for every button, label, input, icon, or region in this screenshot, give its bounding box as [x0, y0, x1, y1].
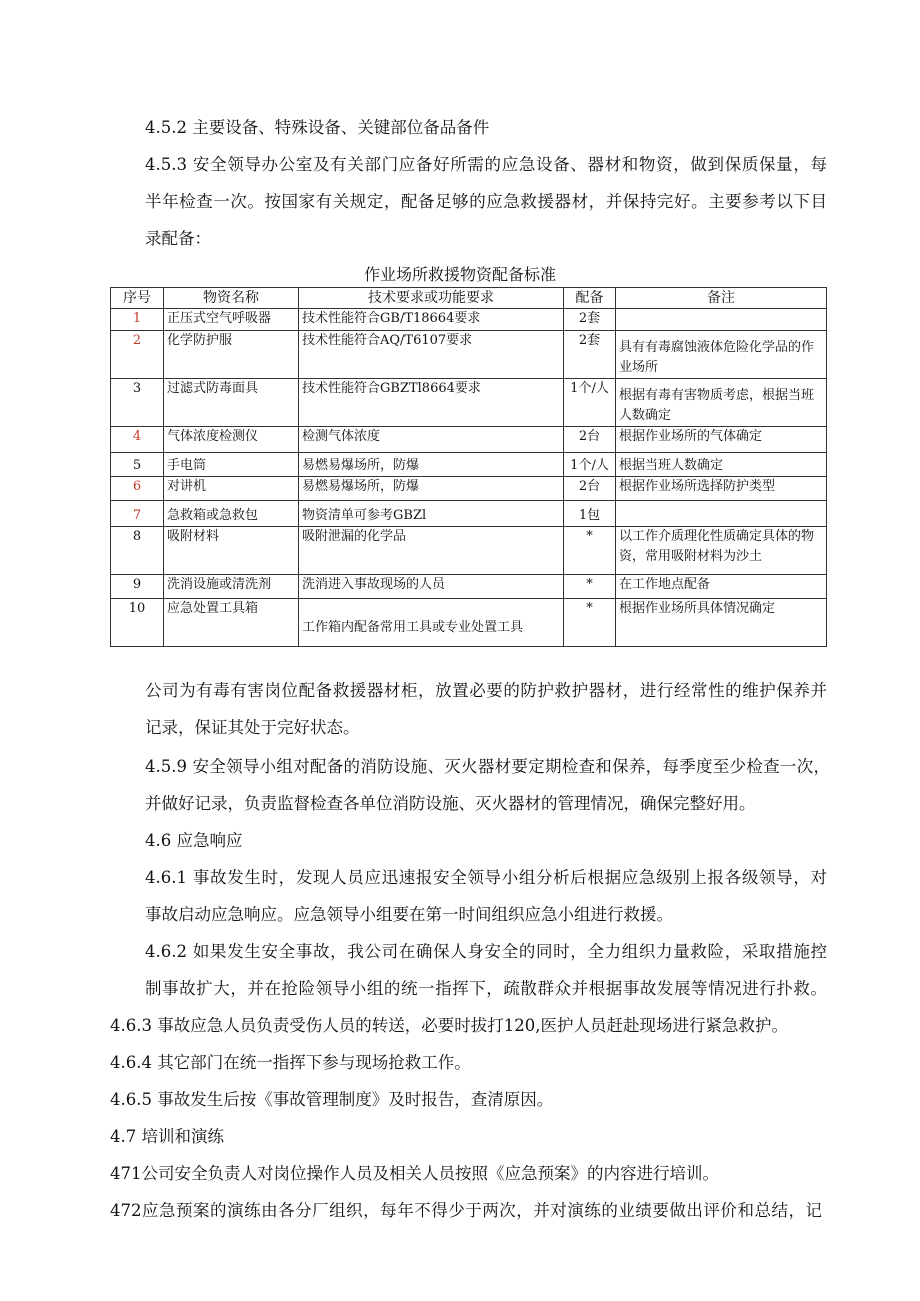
header-quantity: 配备	[564, 288, 616, 309]
row-note: 具有有毒腐蚀液体危险化学品的作业场所	[616, 331, 827, 379]
row-requirement: 技术性能符合AQ/T6107要求	[299, 331, 564, 379]
row-note: 在工作地点配备	[616, 575, 827, 599]
row-requirement: 技术性能符合GBZTl8664要求	[299, 379, 564, 427]
para-cabinet-line1: 公司为有毒有害岗位配备救援器材柜，放置必要的防护救护器材，进行经常性的维护保养并	[145, 681, 827, 700]
para-4-6-5: 4.6.5 事故发生后按《事故管理制度》及时报告，查清原因。	[110, 1090, 554, 1109]
row-note: 以工作介质理化性质确定具体的物资，常用吸附材料为沙土	[616, 527, 827, 575]
row-quantity: 2套	[564, 331, 616, 379]
row-no: 3	[111, 379, 164, 427]
row-quantity: 2台	[564, 427, 616, 453]
heading-4-7: 4.7 培训和演练	[110, 1127, 224, 1146]
row-requirement: 工作箱内配备常用工具或专业处置工具	[299, 599, 564, 647]
row-name: 急救箱或急救包	[164, 501, 299, 527]
table-row	[111, 427, 827, 453]
row-no: 4	[111, 427, 164, 453]
row-note: 根据有毒有害物质考虑，根据当班人数确定	[616, 379, 827, 427]
para-4-5-3-line3: 录配备：	[145, 229, 211, 248]
para-4-5-9-line2: 并做好记录，负责监督检查各单位消防设施、灭火器材的管理情况，确保完整好用。	[145, 794, 756, 813]
row-requirement: 物资清单可参考GBZl	[299, 501, 564, 527]
table-caption: 作业场所救援物资配备标准	[363, 265, 556, 284]
header-note: 备注	[616, 288, 827, 309]
row-no: 7	[111, 501, 164, 527]
row-name: 手电筒	[164, 453, 299, 477]
table-row	[111, 575, 827, 599]
row-note: 根据作业场所具体情况确定	[616, 599, 827, 647]
para-cabinet-line2: 记录，保证其处于完好状态。	[145, 718, 360, 737]
para-472: 472应急预案的演练由各分厂组织，每年不得少于两次，并对演练的业绩要做出评价和总结，记	[110, 1201, 822, 1220]
rescue-supplies-table	[110, 287, 827, 647]
para-4-6-1-line1: 4.6.1 事故发生时，发现人员应迅速报安全领导小组分析后根据应急级别上报各级领导，对	[145, 868, 827, 887]
row-no: 10	[111, 599, 164, 647]
header-name: 物资名称	[164, 288, 299, 309]
para-4-6-2-line2: 制事故扩大，并在抢险领导小组的统一指挥下，疏散群众并根据事故发展等情况进行扑救。	[145, 979, 827, 998]
row-quantity: *	[564, 575, 616, 599]
row-quantity: 1包	[564, 501, 616, 527]
row-quantity: 2套	[564, 309, 616, 331]
row-name: 化学防护服	[164, 331, 299, 379]
row-name: 过滤式防毒面具	[164, 379, 299, 427]
header-no: 序号	[111, 288, 164, 309]
para-4-5-3-line2: 半年检查一次。按国家有关规定，配备足够的应急救援器材，并保持完好。主要参考以下目	[145, 192, 827, 211]
para-4-5-3-line1: 4.5.3 安全领导办公室及有关部门应备好所需的应急设备、器材和物资，做到保质保量，每	[145, 155, 827, 174]
row-requirement: 易燃易爆场所，防爆	[299, 453, 564, 477]
row-no: 1	[111, 309, 164, 331]
table-row	[111, 331, 827, 379]
table-row	[111, 599, 827, 647]
row-name: 洗消设施或清洗剂	[164, 575, 299, 599]
row-no: 6	[111, 477, 164, 501]
table-row	[111, 477, 827, 501]
row-name: 正压式空气呼吸器	[164, 309, 299, 331]
row-no: 8	[111, 527, 164, 575]
heading-4-6: 4.6 应急响应	[145, 831, 243, 850]
row-requirement: 洗消进入事故现场的人员	[299, 575, 564, 599]
row-quantity: *	[564, 599, 616, 647]
para-4-6-2-line1: 4.6.2 如果发生安全事故，我公司在确保人身安全的同时，全力组织力量救险，采取措施控	[145, 942, 827, 961]
row-note	[616, 501, 827, 527]
row-no: 2	[111, 331, 164, 379]
row-no: 9	[111, 575, 164, 599]
table-row	[111, 453, 827, 477]
row-requirement: 检测气体浓度	[299, 427, 564, 453]
para-4-5-2: 4.5.2 主要设备、特殊设备、关键部位备品备件	[145, 118, 490, 137]
row-name: 气体浓度检测仪	[164, 427, 299, 453]
header-requirement: 技术要求或功能要求	[299, 288, 564, 309]
row-quantity: 1个/人	[564, 379, 616, 427]
para-471: 471公司安全负责人对岗位操作人员及相关人员按照《应急预案》的内容进行培训。	[110, 1164, 719, 1183]
row-note	[616, 309, 827, 331]
row-quantity: 1个/人	[564, 453, 616, 477]
row-name: 应急处置工具箱	[164, 599, 299, 647]
row-quantity: 2台	[564, 477, 616, 501]
row-requirement: 易燃易爆场所，防爆	[299, 477, 564, 501]
row-requirement: 技术性能符合GB/T18664要求	[299, 309, 564, 331]
row-note: 根据作业场所的气体确定	[616, 427, 827, 453]
row-no: 5	[111, 453, 164, 477]
table-row	[111, 527, 827, 575]
row-name: 对讲机	[164, 477, 299, 501]
table-row	[111, 501, 827, 527]
para-4-6-3: 4.6.3 事故应急人员负责受伤人员的转送，必要时拔打120,医护人员赶赴现场进行紧急救护。	[110, 1016, 788, 1035]
table-row	[111, 379, 827, 427]
para-4-5-9-line1: 4.5.9 安全领导小组对配备的消防设施、灭火器材要定期检查和保养，每季度至少检查一次，	[145, 757, 830, 776]
para-4-6-1-line2: 事故启动应急响应。应急领导小组要在第一时间组织应急小组进行救援。	[145, 905, 673, 924]
para-4-6-4: 4.6.4 其它部门在统一指挥下参与现场抢救工作。	[110, 1053, 471, 1072]
table-header-row	[111, 288, 827, 309]
row-note: 根据当班人数确定	[616, 453, 827, 477]
row-requirement: 吸附泄漏的化学品	[299, 527, 564, 575]
row-quantity: *	[564, 527, 616, 575]
row-note: 根据作业场所选择防护类型	[616, 477, 827, 501]
row-name: 吸附材料	[164, 527, 299, 575]
table-row	[111, 309, 827, 331]
